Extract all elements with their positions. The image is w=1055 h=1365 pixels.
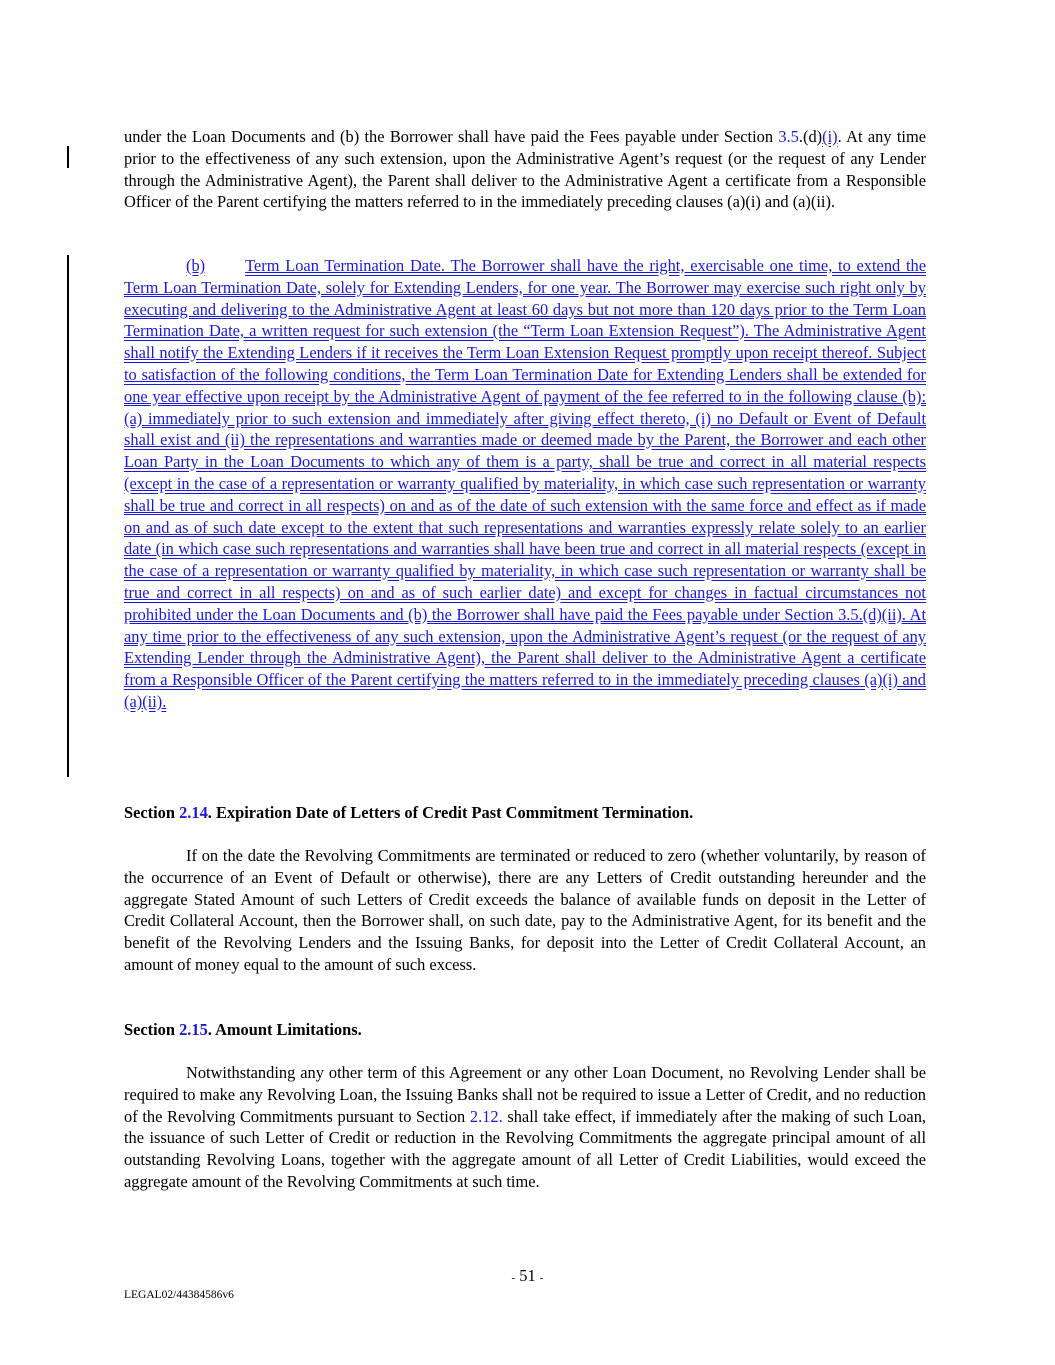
section-ref-3-5[interactable]: 3.5 — [778, 127, 799, 146]
section-2-15-text-start: Notwithstanding any other term of this Agreement or any other Loan Document, no Revolving Lender shall be required to make any Revolving Loan, the Issuing Banks shall not be required to issue a Letter of Credit, and no reduction of the Revolving Commitments pursuant to Section — [124, 1063, 926, 1126]
section-2-15-text-end: shall take effect, if immediately after the making of such Loan, the issuance of such Letter of Credit or reduction in the Revolving Commitments the aggregate principal amount of all outstanding Revolving Loans, together with the aggregate amount of all Letter of Credit Liabilities, would exceed the aggregate amount of the Revolving Commitments at such time. — [124, 1106, 926, 1191]
para1-text-start: under the Loan Documents and (b) the Borrower shall have paid the Fees payable under Section — [124, 127, 779, 146]
clause-label-b: (b) — [186, 256, 206, 275]
section-number-2-15[interactable]: 2.15 — [179, 1020, 208, 1039]
section-title: . Expiration Date of Letters of Credit Past Commitment Termination. — [207, 803, 694, 822]
para1-text-end: . At any time prior to the effectiveness of any such extension, upon the Administrative Agent’s request (or the request of any Lender through the Administrative Agent), the Parent shall deliver to the Administrative Agent a certificate from a Responsible Officer of the Parent certifying the matters referred to in the immediately preceding clauses (a)(i) and (a)(ii). — [124, 127, 926, 212]
para1-clause-ref: .(d) — [798, 127, 823, 146]
section-number-2-14[interactable]: 2.14 — [179, 803, 208, 822]
paragraph-continued — [124, 126, 926, 234]
page-number — [0, 1266, 1055, 1286]
section-prefix: Section — [124, 803, 180, 822]
page-dash-left: - — [511, 1272, 516, 1284]
page-dash-right: - — [539, 1272, 544, 1284]
section-prefix: Section — [124, 1020, 180, 1039]
inserted-paragraph-term-loan — [124, 255, 926, 713]
section-2-14-text: If on the date the Revolving Commitments are terminated or reduced to zero (whether voluntarily, by reason of the occurrence of an Event of Default or otherwise), there are any Letters of Credit outstanding hereunder and the aggregate Stated Amount of such Letters of Credit exceeds the balance of available funds on deposit in the Letter of Credit Collateral Account, then the Borrower shall, on such date, pay to the Administrative Agent, for its benefit and the benefit of the Revolving Lenders and the Issuing Banks, for deposit into the Letter of Credit Collateral Account, an amount of money equal to the amount of such excess. — [124, 846, 926, 974]
section-ref-2-12[interactable]: 2.12. — [469, 1106, 503, 1126]
page-number-value: 51 — [519, 1266, 536, 1285]
term-loan-clause-text: Term Loan Termination Date. The Borrower shall have the right, exercisable one time, to extend the Term Loan Termination Date, solely for Extending Lenders, for one year. The Borrower may exercise such right only by executing and delivering to the Administrative Agent at least 60 days but not more than 120 days prior to the Term Loan Termination Date, a written request for such extension (the “Term Loan Extension Request”). The Administrative Agent shall notify the Extending Lenders if it receives the Term Loan Extension Request promptly upon receipt thereof. Subject to satisfaction of the following conditions, the Term Loan Termination Date for Extending Lenders shall be extended for one year effective upon receipt by the Administrative Agent of payment of the fee referred to in the following clause (b): (a) immediately prior to such extension and immediately after giving effect thereto, (i) no Default or Event of Default shall exist and (ii) the representations and warranties made or deemed made by the Parent, the Borrower and each other Loan Party in the Loan Documents to which any of them is a party, shall be true and correct in all material respects (except in the case of a representation or warranty qualified by materiality, in which case such representation or warranty shall be true and correct in all respects) on and as of the date of such extension with the same force and effect as if made on and as of such date except to the extent that such representations and warranties expressly relate solely to an earlier date (in which case such representations and warranties shall have been true and correct in all material respects (except in the case of a representation or warranty qualified by materiality, in which case such representation or warranty shall be true and correct in all respects) on and as of such earlier date) and except for changes in factual circumstances not prohibited under the Loan Documents and (b) the Borrower shall have paid the Fees payable under Section 3.5.(d)(ii). At any time prior to the effectiveness of any such extension, upon the Administrative Agent’s request (or the request of any Extending Lender through the Administrative Agent), the Parent shall deliver to the Administrative Agent a certificate from a Responsible Officer of the Parent certifying the matters referred to in the immediately preceding clauses (a)(i) and (a)(ii). — [124, 256, 926, 711]
section-2-15-body — [124, 1062, 926, 1193]
section-title: . Amount Limitations. — [207, 1020, 362, 1039]
document-id: LEGAL02/44384586v6 — [124, 1289, 234, 1301]
change-bar-2 — [67, 255, 69, 777]
section-heading-2-15 — [124, 1019, 362, 1041]
inserted-clause-i: (i) — [822, 127, 838, 146]
section-2-14-body — [124, 845, 926, 976]
document-page — [124, 126, 926, 1191]
section-heading-2-14 — [124, 802, 693, 824]
change-bar-1 — [67, 146, 69, 168]
